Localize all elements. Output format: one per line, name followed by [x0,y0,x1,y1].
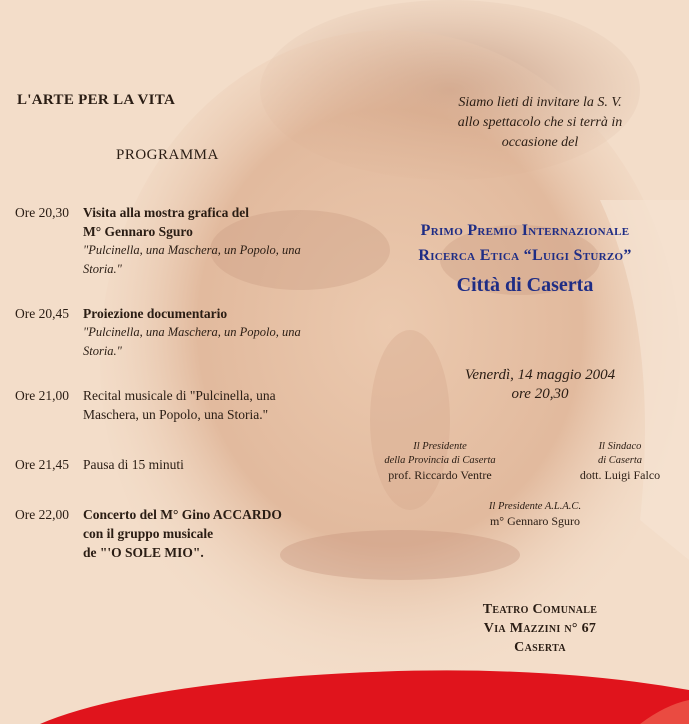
event-title-line: Concerto del M° Gino ACCARDO [83,507,282,522]
invitation-line: occasione del [501,135,579,150]
event-title-line: con il gruppo musicale [83,526,214,541]
award-city: Città di Caserta [456,274,594,296]
award-line: Ricerca Etica “Luigi Sturzo” [418,247,632,264]
event-time: Ore 20,45 [15,306,69,321]
event-date-text: Venerdì, 14 maggio 2004 [464,367,616,383]
venue-line: Caserta [514,640,566,655]
event-time: Ore 22,00 [15,507,69,522]
event-title-line: de "'O SOLE MIO". [83,545,204,560]
event-title-line: M° Gennaro Sguro [83,224,193,239]
invitation-line: Siamo lieti di invitare la S. V. [458,95,622,110]
signatory-role: Il Presidente A.L.A.C. [488,501,582,512]
venue-line: Teatro Comunale [482,602,598,617]
signatory-name: prof. Riccardo Ventre [388,468,492,482]
event-time: Ore 20,30 [15,205,69,220]
event-time-text: ore 20,30 [511,386,569,402]
program-subheading: PROGRAMMA [116,147,219,163]
award-line: Primo Premio Internazionale [420,222,630,239]
signatory-role: di Caserta [597,455,643,466]
signatory-role: della Provincia di Caserta [384,455,496,466]
event-subtitle-line: "Pulcinella, una Maschera, un Popolo, una [83,243,301,257]
event-title-line: Pausa di 15 minuti [83,457,184,472]
event-title-line: Maschera, un Popolo, una Storia." [83,407,269,422]
event-subtitle-line: Storia." [83,262,122,276]
signatory-name: dott. Luigi Falco [579,468,661,482]
event-time: Ore 21,00 [15,388,69,403]
event-title-line: Visita alla mostra grafica del [83,205,249,220]
invitation-line: allo spettacolo che si terrà in [457,115,623,130]
venue-line: Via Mazzini n° 67 [483,621,597,636]
event-time: Ore 21,45 [15,457,69,472]
event-title-line: Proiezione documentario [83,306,228,321]
signatory-role: Il Sindaco [598,441,642,452]
event-subtitle-line: Storia." [83,344,122,358]
event-title-line: Recital musicale di "Pulcinella, una [83,388,276,403]
program-heading: L'ARTE PER LA VITA [17,92,176,108]
event-subtitle-line: "Pulcinella, una Maschera, un Popolo, una [83,325,301,339]
signatory-role: Il Presidente [413,441,467,452]
signatory-name: m° Gennaro Sguro [489,514,581,528]
